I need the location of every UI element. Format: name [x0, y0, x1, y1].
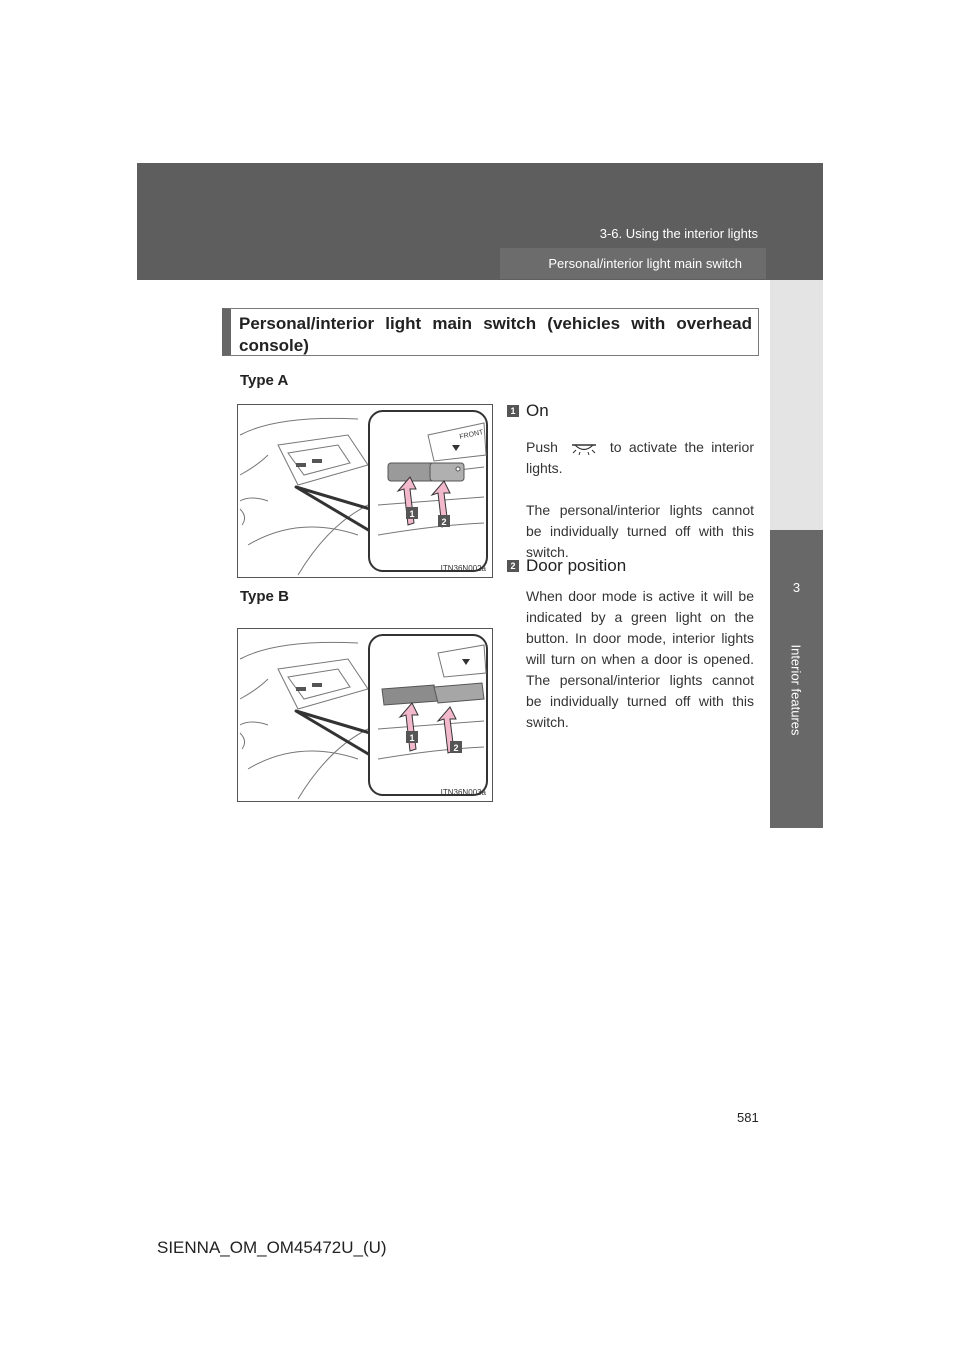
- item-on-title: On: [526, 401, 549, 420]
- section-heading-box: [222, 308, 759, 356]
- overhead-console-illustration-b: [238, 629, 493, 802]
- item-marker-2: 2: [507, 560, 519, 572]
- type-b-figure: [237, 628, 493, 802]
- push-text-continued: to activate the interior lights.: [526, 439, 754, 476]
- item-door-description: When door mode is active it will be indicated by a green light on the button. In door mode, interior lights will turn on when a door is opened. The personal/interior lights cannot be individually turned off with this switch.: [526, 588, 754, 730]
- type-a-callout-1: 1: [409, 509, 415, 519]
- type-a-label: Type A: [240, 372, 289, 389]
- item-on-note: The personal/interior lights cannot be individually turned off with this switch.: [526, 502, 754, 560]
- section-title: Personal/interior light main switch: [548, 256, 742, 271]
- page-number: 581: [737, 1110, 759, 1125]
- chapter-number: 3: [792, 580, 801, 595]
- item-marker-1: 1: [507, 405, 519, 417]
- item-door-title: Door position: [526, 556, 627, 575]
- figure-id: ITN36N002a: [440, 564, 486, 573]
- interior-light-icon: [570, 441, 598, 455]
- type-b-callout-2: 2: [453, 743, 459, 753]
- chapter-label: Interior features: [788, 644, 804, 736]
- type-a-callout-2: 2: [441, 517, 447, 527]
- item-on-heading: [507, 401, 757, 423]
- chapter-title: 3-6. Using the interior lights: [599, 226, 758, 241]
- item-on-description: [526, 437, 754, 479]
- document-code: SIENNA_OM_OM45472U_(U): [157, 1238, 387, 1257]
- front-switch-label: FRONT: [458, 429, 484, 441]
- section-heading: Personal/interior light main switch (vehicles with overhead console): [239, 314, 752, 355]
- figure-id: ITN36N003a: [440, 788, 486, 797]
- overhead-console-illustration-a: [238, 405, 493, 578]
- type-b-label: Type B: [240, 588, 289, 605]
- type-a-figure: [237, 404, 493, 578]
- push-text: Push: [526, 439, 558, 455]
- type-b-callout-1: 1: [409, 733, 415, 743]
- item-door-heading: [507, 556, 757, 578]
